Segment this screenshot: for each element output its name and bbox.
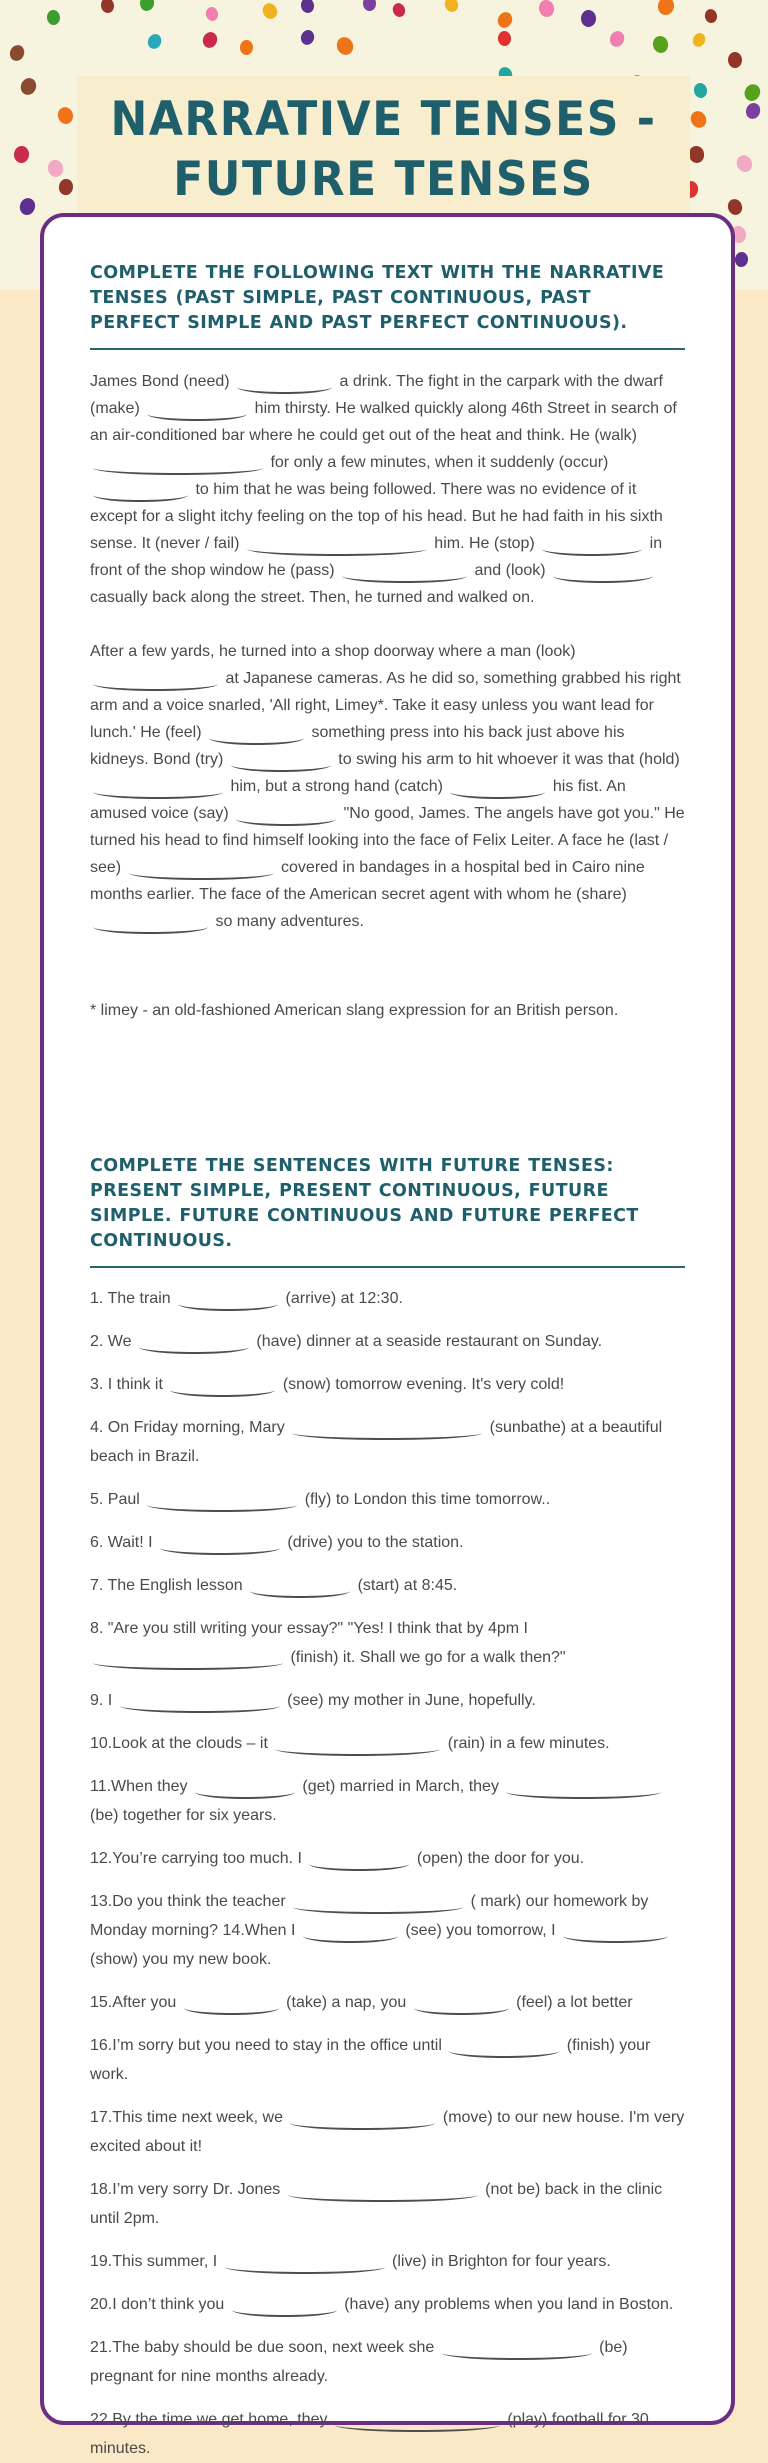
sentence-8: 8. "Are you still writing your essay?" "Yes! I think that by 4pm I (finish) it. Shall we go for a walk then?" [90, 1614, 685, 1672]
sentence-22: 22.By the time we get home, they (play) football for 30 minutes. [90, 2411, 649, 2457]
confetti-dot [200, 30, 219, 50]
blank-input[interactable] [293, 1897, 463, 1914]
blank-input[interactable] [93, 1653, 283, 1670]
confetti-dot [46, 158, 64, 177]
confetti-dot [56, 105, 76, 126]
blank-input[interactable] [231, 755, 331, 772]
footnote: * limey - an old-fashioned American slang expression for an British person. [90, 1002, 619, 1019]
confetti-dot [299, 28, 316, 47]
sentence-10: 10.Look at the clouds – it (rain) in a few minutes. [90, 1729, 685, 1758]
confetti-dot [728, 51, 742, 67]
confetti-dot [18, 196, 37, 216]
sentence-20: 20.I don’t think you (have) any problems when you land in Boston. [90, 2290, 685, 2319]
confetti-dot [580, 10, 595, 27]
confetti-dot [8, 43, 27, 63]
confetti-dot [688, 108, 709, 130]
blank-input[interactable] [120, 1696, 280, 1713]
blank-input[interactable] [247, 539, 427, 556]
confetti-dot [146, 32, 165, 51]
sentence-7: 7. The English lesson (start) at 8:45. [90, 1571, 685, 1600]
page-title-line2: FUTURE TENSES [173, 151, 594, 207]
confetti-dot [58, 178, 73, 195]
blank-input[interactable] [232, 2300, 337, 2317]
section1-divider [90, 348, 685, 350]
blank-input[interactable] [237, 377, 332, 394]
sentence-17: 17.This time next week, we (move) to our new house. I'm very excited about it! [90, 2109, 685, 2155]
sentence-list [90, 1284, 685, 2463]
blank-input[interactable] [93, 674, 218, 691]
section2-heading: COMPLETE THE SENTENCES WITH FUTURE TENSES: PRESENT SIMPLE, PRESENT CONTINUOUS, FUTURE SIMPLE. FUTURE CONTINUOUS AND FUTURE PERFECT CONTINUOUS. [90, 1156, 639, 1251]
blank-input[interactable] [129, 863, 274, 880]
sentence-6: 6. Wait! I (drive) you to the station. [90, 1528, 685, 1557]
blank-input[interactable] [170, 1380, 275, 1397]
blank-input[interactable] [147, 1495, 297, 1512]
confetti-dot [391, 2, 408, 20]
confetti-dot [744, 101, 763, 121]
section2-divider [90, 1266, 685, 1268]
confetti-dot [691, 31, 708, 49]
blank-input[interactable] [335, 2415, 500, 2432]
blank-input[interactable] [139, 1337, 249, 1354]
blank-input[interactable] [178, 1294, 278, 1311]
confetti-dot [497, 30, 511, 46]
blank-input[interactable] [303, 1926, 398, 1943]
confetti-dot [688, 144, 705, 163]
confetti-dot [704, 8, 719, 25]
confetti-dot [537, 0, 555, 18]
blank-input[interactable] [542, 539, 642, 556]
blank-input[interactable] [147, 404, 247, 421]
narrative-paragraph-1: James Bond (need) a drink. The fight in the carpark with the dwarf (make) him thirsty. He walked quickly along 46th Street in search of an air-conditioned bar where he could get out of the heat and think. He (walk) for only a few minutes, when it suddenly (occur) to him that he was being followed. There was no evidence of it except for a slight itchy feeling on the top of his head. But he had faith in his sixth sense. It (never / fail) him. He (stop) in front of the shop window he (pass) and (look) casually back along the street. Then, he turned and walked on. [90, 373, 677, 606]
blank-input[interactable] [93, 917, 208, 934]
sentence-19: 19.This summer, I (live) in Brighton for four years. [90, 2247, 685, 2276]
confetti-dot [99, 0, 115, 14]
blank-input[interactable] [449, 2041, 559, 2058]
narrative-paragraph-2: After a few yards, he turned into a shop doorway where a man (look) at Japanese cameras. As he did so, something grabbed his right arm and a voice snarled, 'All right, Limey*. Take it easy unless you want lead for lunch.' He (feel) something press into his back just above his kidneys. Bond (try) to swing his arm to hit whoever it was that (hold) him, but a strong hand (catch) his fist. An amused voice (say) "No good, James. The angels have got you." He turned his head to find himself looking into the face of Felix Leiter. A face he (last / see) covered in bandages in a hospital bed in Cairo nine months earlier. The face of the American secret agent with whom he (share) so many adventures. [90, 638, 685, 935]
confetti-dot [693, 82, 708, 99]
confetti-dot [335, 35, 357, 58]
confetti-dot [725, 197, 743, 217]
confetti-dot [363, 0, 376, 11]
confetti-dot [260, 1, 280, 22]
blank-input[interactable] [93, 485, 188, 502]
sentence-21: 21.The baby should be due soon, next week she (be) pregnant for nine months already. [90, 2339, 628, 2385]
sentence-3: 3. I think it (snow) tomorrow evening. It's very cold! [90, 1370, 685, 1399]
sentence-15: 15.After you (take) a nap, you (feel) a lot better [90, 1988, 685, 2017]
blank-input[interactable] [414, 1998, 509, 2015]
blank-input[interactable] [160, 1538, 280, 1555]
confetti-dot [205, 6, 220, 22]
confetti-dot [734, 153, 755, 175]
sentence-16: 16.I’m sorry but you need to stay in the office until (finish) your work. [90, 2037, 651, 2083]
worksheet-card [40, 213, 735, 2457]
confetti-dot [607, 28, 627, 49]
confetti-dot [735, 251, 750, 267]
blank-input[interactable] [195, 1782, 295, 1799]
confetti-dot [13, 146, 30, 165]
confetti-dot [443, 0, 461, 15]
sentence-13-14: 13.Do you think the teacher ( mark) our homework by Monday morning? 14.When I (see) you tomorrow, I (show) you my new book. [90, 1887, 685, 1974]
confetti-dot [651, 34, 669, 54]
blank-input[interactable] [506, 1782, 661, 1799]
confetti-dot [657, 0, 676, 16]
confetti-dot [496, 9, 516, 30]
confetti-dot [300, 0, 316, 14]
confetti-dot [47, 10, 62, 27]
confetti-dot [742, 81, 763, 103]
blank-input[interactable] [288, 2185, 478, 2202]
blank-input[interactable] [236, 809, 336, 826]
section1-heading: COMPLETE THE FOLLOWING TEXT WITH THE NARRATIVE TENSES (PAST SIMPLE, PAST CONTINUOUS, PAST PERFECT SIMPLE AND PAST PERFECT CONTINUOUS). [90, 263, 665, 333]
blank-input[interactable] [184, 1998, 279, 2015]
blank-input[interactable] [93, 782, 223, 799]
sentence-12: 12.You’re carrying too much. I (open) the door for you. [90, 1844, 685, 1873]
sentence-2: 2. We (have) dinner at a seaside restaurant on Sunday. [90, 1327, 685, 1356]
blank-input[interactable] [342, 566, 467, 583]
sentence-5: 5. Paul (fly) to London this time tomorrow.. [90, 1485, 685, 1514]
sentence-9: 9. I (see) my mother in June, hopefully. [90, 1686, 685, 1715]
confetti-dot [240, 40, 253, 55]
blank-input[interactable] [292, 1423, 482, 1440]
blank-input[interactable] [442, 2343, 592, 2360]
blank-input[interactable] [209, 728, 304, 745]
blank-input[interactable] [250, 1581, 350, 1598]
page-title-line1: NARRATIVE TENSES - [110, 91, 657, 147]
confetti-dot [139, 0, 156, 13]
blank-input[interactable] [563, 1926, 668, 1943]
blank-input[interactable] [450, 782, 545, 799]
blank-input[interactable] [225, 2257, 385, 2274]
blank-input[interactable] [553, 566, 653, 583]
sentence-11: 11.When they (get) married in March, they (be) together for six years. [90, 1772, 685, 1830]
sentence-18: 18.I’m very sorry Dr. Jones (not be) back in the clinic until 2pm. [90, 2181, 663, 2227]
sentence-4: 4. On Friday morning, Mary (sunbathe) at a beautiful beach in Brazil. [90, 1419, 663, 1465]
blank-input[interactable] [93, 458, 263, 475]
confetti-dot [18, 76, 38, 97]
sentence-1: 1. The train (arrive) at 12:30. [90, 1284, 685, 1313]
blank-input[interactable] [290, 2113, 435, 2130]
blank-input[interactable] [275, 1739, 440, 1756]
blank-input[interactable] [309, 1854, 409, 1871]
